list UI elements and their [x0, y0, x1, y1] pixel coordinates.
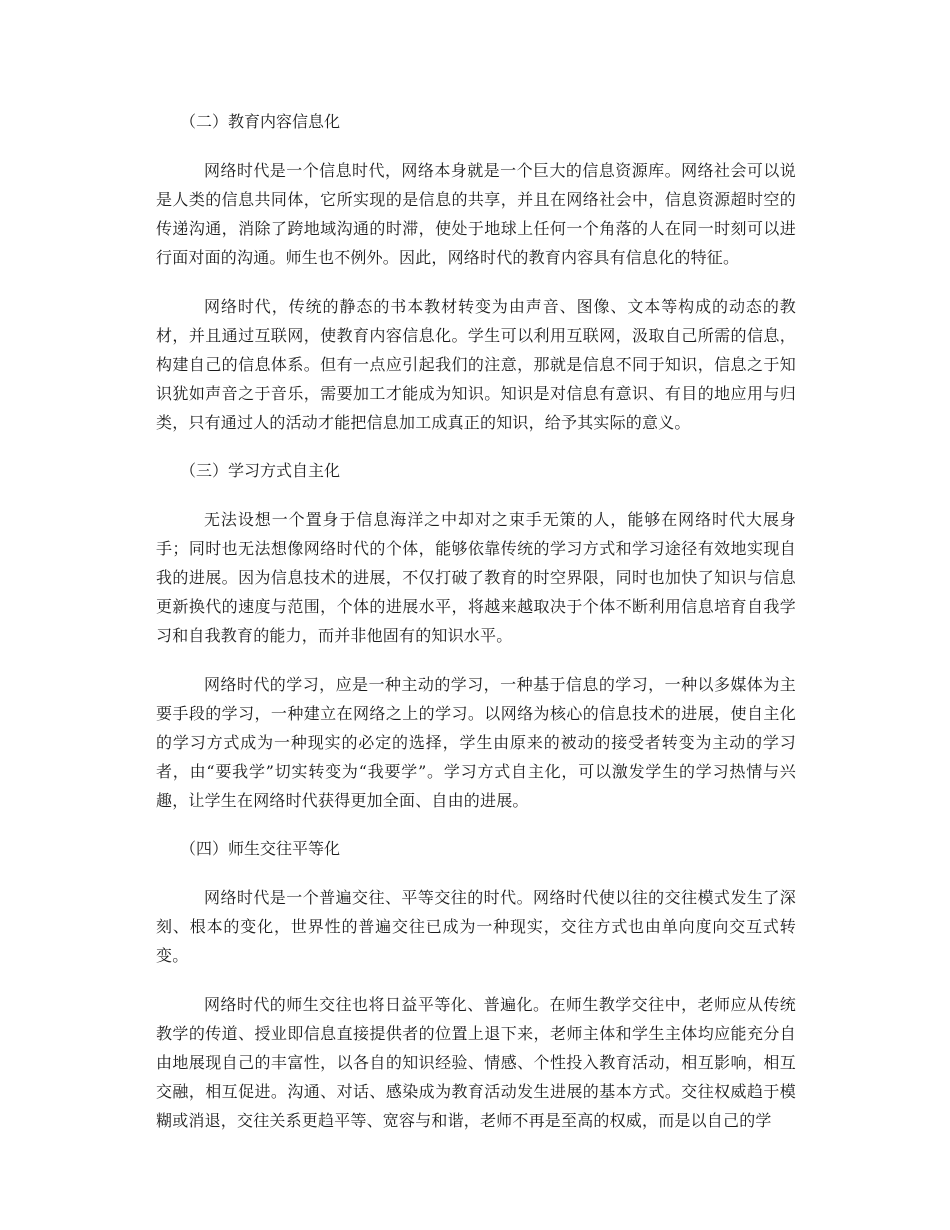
paragraph: 网络时代的师生交往也将日益平等化、普遍化。在师生教学交往中，老师应从传统教学的传道、授业即信息直接提供者的位置上退下来，老师主体和学生主体均应能充分自由地展现自己的丰富性，以各自的知识经验、情感、个性投入教育活动，相互影响，相互交融，相互促进。沟通、对话、感染成为教育活动发生进展的基本方式。交往权威趋于模糊或消退，交往关系更趋平等、宽容与和谐，老师不再是至高的权威，而是以自己的学	[156, 995, 796, 1130]
paragraph: 网络时代是一个普遍交往、平等交往的时代。网络时代使以往的交往模式发生了深刻、根本的变化，世界性的普遍交往已成为一种现实，交往方式也由单向度向交互式转变。	[156, 888, 796, 965]
paragraph: 网络时代是一个信息时代，网络本身就是一个巨大的信息资源库。网络社会可以说是人类的信息共同体，它所实现的是信息的共享，并且在网络社会中，信息资源超时空的传递沟通，消除了跨地域沟通的时滞，使处于地球上任何一个角落的人在同一时刻可以进行面对面的沟通。师生也不例外。因此，网络时代的教育内容具有信息化的特征。	[156, 161, 796, 267]
paragraph: 无法设想一个置身于信息海洋之中却对之束手无策的人，能够在网络时代大展身手；同时也无法想像网络时代的个体，能够依靠传统的学习方式和学习途径有效地实现自我的进展。因为信息技术的进展，不仅打破了教育的时空界限，同时也加快了知识与信息更新换代的速度与范围，个体的进展水平，将越来越取决于个体不断利用信息培育自我学习和自我教育的能力，而并非他固有的知识水平。	[156, 510, 796, 645]
section-informatization	[156, 108, 796, 437]
document-page	[156, 108, 796, 1155]
section-heading: （三）学习方式自主化	[180, 461, 341, 480]
paragraph: 网络时代，传统的静态的书本教材转变为由声音、图像、文本等构成的动态的教材，并且通过互联网，使教育内容信息化。学生可以利用互联网，汲取自己所需的信息，构建自己的信息体系。但有一点应引起我们的注意，那就是信息不同于知识，信息之于知识犹如声音之于音乐，需要加工才能成为知识。知识是对信息有意识、有目的地应用与归类，只有通过人的活动才能把信息加工成真正的知识，给予其实际的意义。	[156, 297, 796, 432]
section-heading: （四）师生交往平等化	[180, 839, 341, 858]
section-heading: （二）教育内容信息化	[180, 112, 341, 131]
paragraph: 网络时代的学习，应是一种主动的学习，一种基于信息的学习，一种以多媒体为主要手段的学习，一种建立在网络之上的学习。以网络为核心的信息技术的进展，使自主化的学习方式成为一种现实的必定的选择，学生由原来的被动的接受者转变为主动的学习者，由“要我学”切实转变为“我要学”。学习方式自主化，可以激发学生的学习热情与兴趣，让学生在网络时代获得更加全面、自由的进展。	[156, 675, 796, 810]
section-autonomous-learning	[156, 457, 796, 815]
section-teacher-student-equality	[156, 835, 796, 1135]
